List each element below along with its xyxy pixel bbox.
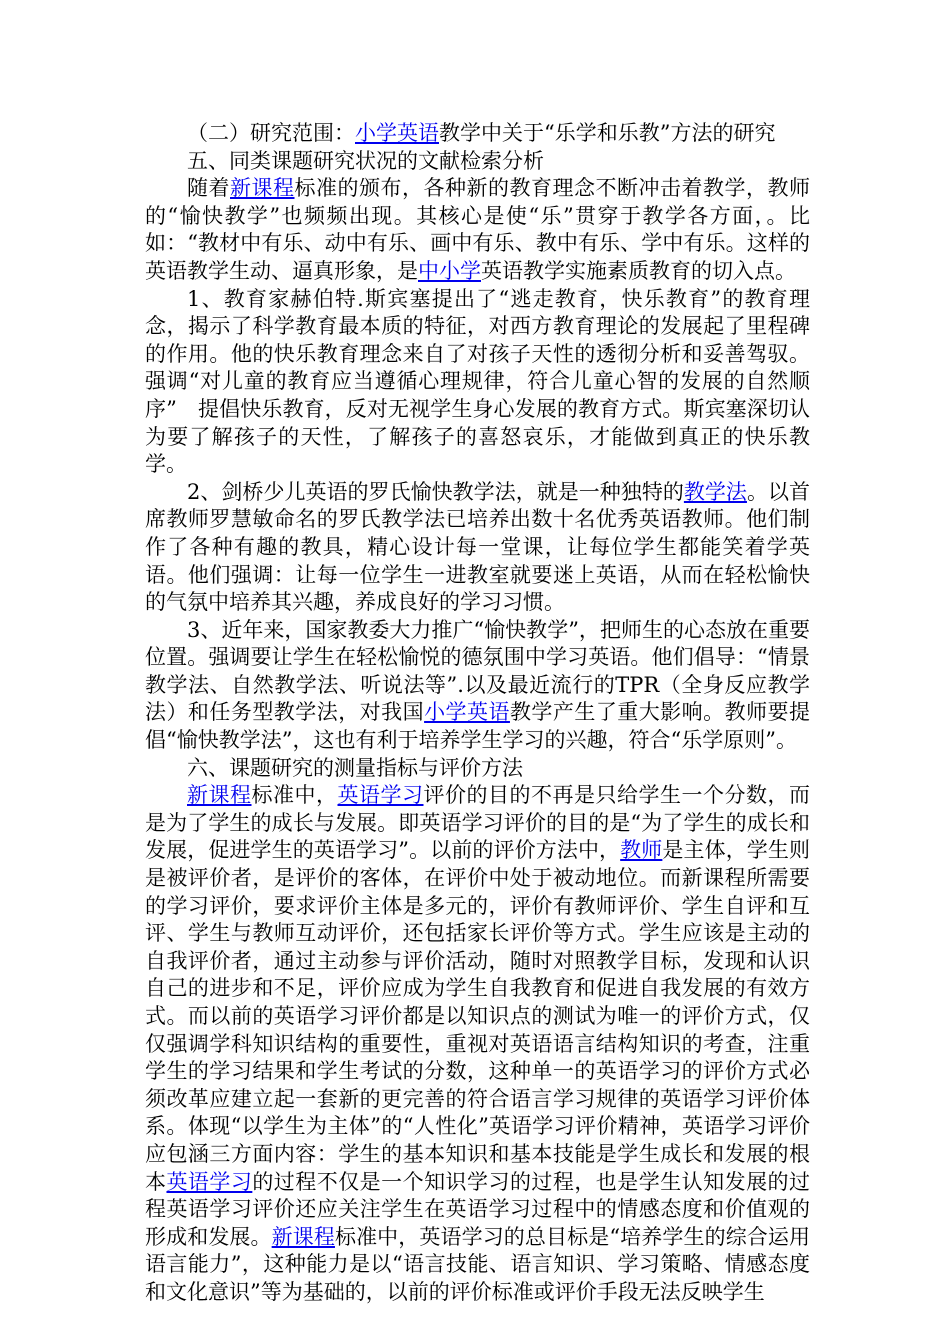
text-run: 2、剑桥少儿英语的罗氏愉快教学法，就是一种独特的	[187, 479, 684, 504]
text-run: （二）研究范围：	[187, 121, 355, 145]
hyperlink[interactable]: 新课程	[187, 783, 252, 808]
p-section5-heading	[145, 148, 810, 176]
document-page	[145, 120, 810, 1307]
text-run: 英语教学实施素质教育的切入点。	[481, 258, 796, 283]
p-section6-heading	[145, 755, 810, 783]
text-run: 的过程不仅是一个知识学习的过程，也是学生认知发展的过程英语学习评价还应关注学生在英语学习过程中的情感态度和价值观的形成和发展。	[145, 1169, 811, 1249]
text-run: 是主体，学生则是被评价者，是评价的客体，在评价中处于被动地位。而新课程所需要的学习评价，要求评价主体是多元的，评价有教师评价、学生自评和互评、学生与教师互动评价，还包括家长评价等方式。学生应该是主动的自我评价者，通过主动参与评价活动，随时对照教学目标，发现和认识自己的进步和不足，评价应成为学生自我教育和促进自我发展的有效方式。而以前的英语学习评价都是以知识点的测试为唯一的评价方式，仅仅强调学科知识结构的重要性，重视对英语语言结构知识的考查，注重学生的学习结果和学生考试的分数，这种单一的英语学习的评价方式必须改革应建立起一套新的更完善的符合语言学习规律的英语学习评价体系。体现“以学生为主体”的“人性化”英语学习评价精神，英语学习评价应包涵三方面内容：学生的基本知识和基本技能是学生成长和发展的根本	[145, 838, 811, 1194]
hyperlink[interactable]: 教学法	[683, 479, 747, 504]
text-run: 教学中关于“乐学和乐教”方法的研究	[439, 121, 776, 145]
p-item1	[145, 286, 810, 479]
hyperlink[interactable]: 新课程	[271, 1224, 335, 1249]
hyperlink[interactable]: 英语学习	[166, 1169, 253, 1194]
text-run: 1、教育家赫伯特.斯宾塞提出了“逃走教育，快乐教育”的教育理念，揭示了科学教育最本质的特征，对西方教育理论的发展起了里程碑的作用。他的快乐教育理念来自了对孩子天性的透彻分析和妥善驾驭。强调“对儿童的教育应当遵循心理规律，符合儿童心智的发展的自然顺序” 提倡快乐教育，反对无视学生身心发展的教育方式。斯宾塞深切认为要了解孩子的天性，了解孩子的喜怒哀乐，才能做到真正的快乐教学。	[145, 286, 810, 477]
text-run: 教学产生了重大影响。教师要提倡“愉快教学法”，这也有利于培养学生学习的兴趣，符合“乐学原则”。	[145, 700, 811, 753]
p-section5-intro	[145, 175, 810, 285]
p-section6-body	[145, 782, 810, 1306]
text-run: 标准中，英语学习的总目标是“培养学生的综合运用语言能力”，这种能力是以“语言技能、语言知识、学习策略、情感态度和文化意识”等为基础的，以前的评价标准或评价手段无法反映学生	[145, 1224, 811, 1304]
hyperlink[interactable]: 英语学习	[337, 783, 424, 808]
text-run: 标准中，	[251, 783, 338, 808]
text-run: 。以首席教师罗慧敏命名的罗氏教学法已培养出数十名优秀英语教师。他们制作了各种有趣的教具，精心设计每一堂课，让每位学生都能笑着学英语。他们强调：让每一位学生一进教室就要迷上英语，从而在轻松愉快的气氛中培养其兴趣，养成良好的学习习惯。	[145, 479, 811, 615]
text-run: 随着	[187, 176, 230, 201]
text-run: 标准的颁布，各种新的教育理念不断冲击着教学，教师的“愉快教学”也频频出现。其核心是使“乐”贯穿于教学各方面，。比如：“教材中有乐、动中有乐、画中有乐、教中有乐、学中有乐。这样的英语教学生动、逼真形象，是	[145, 176, 810, 283]
p-item3	[145, 617, 810, 755]
p-item2	[145, 479, 810, 617]
text-run: 3、近年来，国家教委大力推广“愉快教学”，把师生的心态放在重要位置。强调要让学生在轻松愉悦的德氛围中学习英语。他们倡导：“情景教学法、自然教学法、听说法等”.以及最近流行的TPR（全身反应教学法）和任务型教学法，对我国	[145, 617, 810, 725]
hyperlink[interactable]: 小学英语	[355, 121, 439, 145]
hyperlink[interactable]: 小学英语	[424, 700, 510, 725]
text-run: 五、同类课题研究状况的文献检索分析	[187, 148, 544, 173]
hyperlink[interactable]: 教师	[620, 838, 663, 863]
hyperlink[interactable]: 新课程	[230, 176, 295, 201]
text-run: 六、课题研究的测量指标与评价方法	[187, 755, 523, 780]
hyperlink[interactable]: 中小学	[418, 258, 481, 283]
text-run: 评价的目的不再是只给学生一个分数，而是为了学生的成长与发展。即英语学习评价的目的是“为了学生的成长和发展，促进学生的英语学习”。以前的评价方法中，	[145, 783, 810, 863]
p-research-scope	[145, 120, 810, 148]
